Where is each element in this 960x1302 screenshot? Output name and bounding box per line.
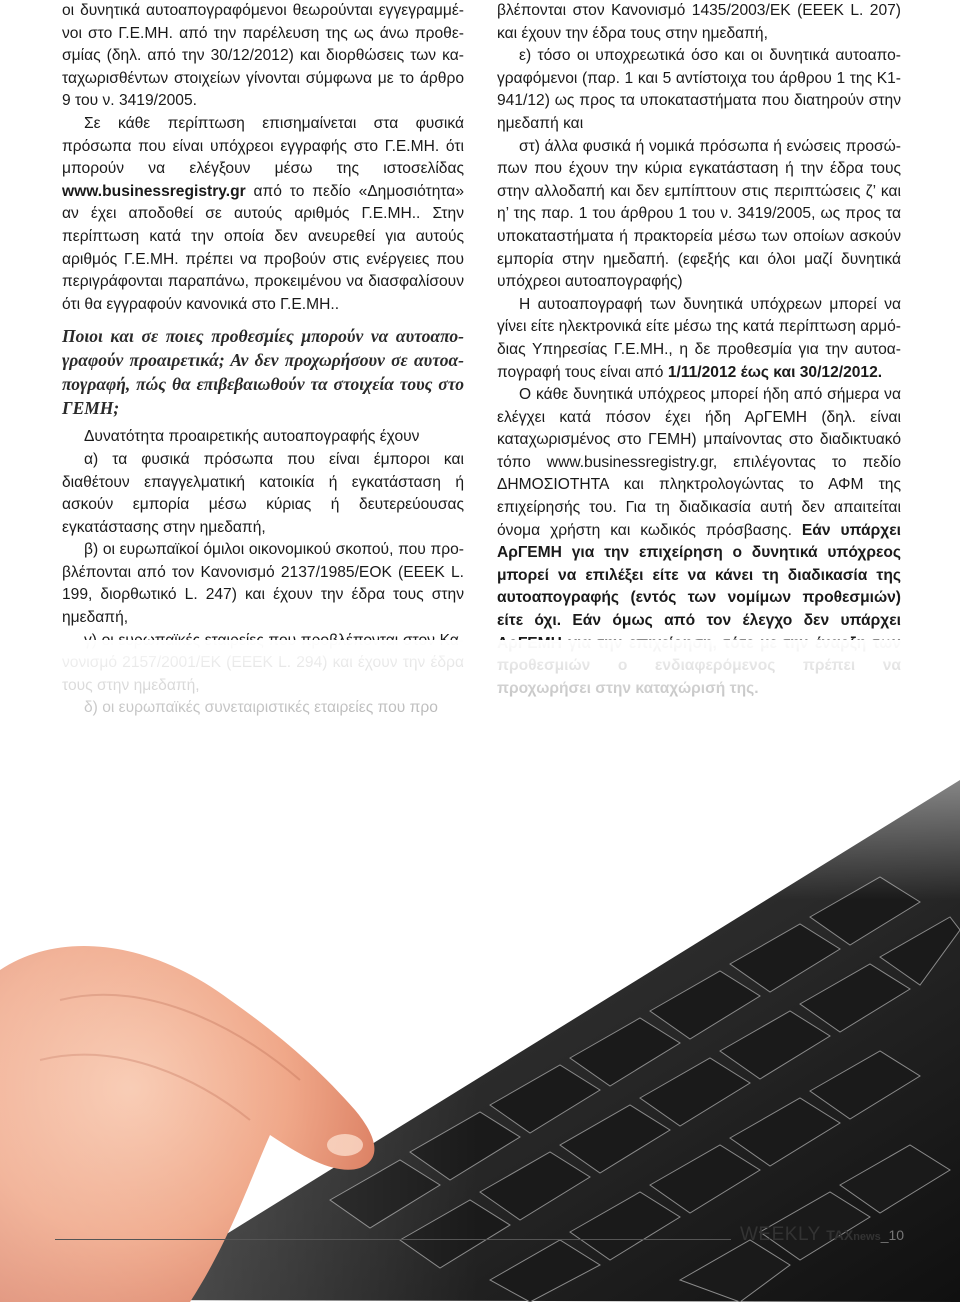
- check-registry-text-b: από το πεδίο «Δημοσιότητα» αν έχει αποδοθεί σε αυτούς αριθμός Γ.Ε.ΜΗ.. Στην περίπτωση κατά την οποία δεν ανευρεθεί για αυτούς αριθμός Γ.Ε.ΜΗ. πρέπει να προβούν στις ενέργειες που περιγράφονται παραπάνω, προκειμένου να διασφαλίσουν ότι θα εγγραφούν κανονικά στο Γ.Ε.ΜΗ..: [62, 182, 464, 313]
- brand-weekly: WEEKLY: [740, 1224, 827, 1245]
- brand-news: news: [853, 1231, 881, 1243]
- registry-website-link: www.businessregistry.gr: [62, 182, 246, 200]
- deadline-text: Η αυτοαπογραφή των δυνητικά υπόχρεων μπορεί να γίνει είτε ηλεκτρονικά είτε μέσω της κατά περίπτωση αρμόδιας Υπηρεσίας Γ.Ε.ΜΗ., η δε προθεσμία για την αυτοαπογραφή τους είναι από: [497, 295, 901, 381]
- check-argemh-bold-text: Εάν υπάρχει ΑρΓΕΜΗ για την επιχείρηση ο δυνητικά υπόχρεος μπορεί να επιλέξει είτε να κάνει τη διαδικασία της αυτοαπογραφής (εντός των νομίμων προθεσμιών) είτε όχι. Εάν όμως από τον έλεγχο δεν υπάρχει: [497, 521, 901, 630]
- keyboard-hand-photo: [0, 640, 960, 1302]
- check-registry-text-a: Σε κάθε περίπτωση επισημαίνεται στα φυσικά πρόσωπα που είναι υπόχρεοι εγγραφής στο Γ.Ε.ΜΗ. ότι μπορούν να ελέγξουν μέσω της ιστοσελίδας: [62, 114, 464, 178]
- brand-tax: TAX: [826, 1227, 854, 1243]
- deadline-dates: 1/11/2012 έως και 30/12/2012.: [667, 363, 883, 381]
- magazine-logo: [740, 1224, 960, 1254]
- left-column: [62, 0, 464, 720]
- list-item-f: στ) άλλα φυσικά ή νομικά πρόσωπα ή ενώσεις προσώπων που έχουν την κύρια εγκατάσταση ή την έδρα τους στην αλλοδαπή και δεν εμπίπτουν στις περιπτώσεις ζ’ και η’ της παρ. 1 του άρθρου 1 του ν. 3419/2005, ως προς τα υποκαταστήματα ή πρακτορεία μέσω των οποίων ασκούν εμπορία στην ημεδαπή. (εφεξής και όλοι μαζί δυνητικά υπόχρεοι αυτοαπογραφής): [497, 137, 901, 291]
- right-column: [497, 0, 901, 700]
- check-argemh-text: Ο κάθε δυνητικά υπόχρεος μπορεί ήδη από σήμερα να ελέγχει κατά πόσον έχει ήδη ΑρΓΕΜΗ (δηλ. είναι καταχωρισμένος στο ΓΕΜΗ) μπαίνοντας στο διαδικτυακό τόπο www.businessregistry.gr, επιλέγοντας το πεδίο ΔΗΜΟΣΙΟΤΗΤΑ και πληκτρολογώντας το ΑΦΜ της επιχείρησής του. Για τη διαδικασία αυτή δεν απαιτείται όνομα χρήστη και κωδικός πρόσβασης.: [497, 386, 901, 539]
- footer-rule: [55, 1239, 731, 1240]
- paragraph-check-registry: [62, 113, 464, 316]
- list-item-a: α) τα φυσικά πρόσωπα που είναι έμποροι και διαθέτουν επαγγελματική κατοικία ή εγκατάσταση ή ασκούν εμπορία μέσω κύριας ή δευτερεύουσας εγκατάστασης στην ημεδαπή,: [62, 450, 464, 536]
- list-item-d-continued: βλέπονται στον Κανονισμό 1435/2003/ΕΚ (ΕΕΕΚ L. 207) και έχουν την έδρα τους στην ημεδαπή,: [497, 2, 901, 42]
- paragraph-registration-deadline: οι δυνητικά αυτοαπογραφόμενοι θεωρούνται εγγεγραμμένοι στο Γ.Ε.ΜΗ. από την παρέλευση της ως άνω προθεσμίας (δηλ. από την 30/12/2012) και διορθώσεις των καταχωρισθέντων στοιχείων γίνονται σύμφωνα με το άρθρο 9 του ν. 3419/2005.: [62, 2, 464, 110]
- section-question-heading: Ποιοι και σε ποιες προθεσμίες μπορούν να αυτοαπογραφούν προαιρετικά; Αν δεν προχωρήσουν σε αυτοαπογραφή, πώς θα επιβεβαιωθούν τα στοιχεία τους στο ΓΕΜΗ;: [62, 326, 464, 419]
- paragraph-self-registration-deadline: [497, 294, 901, 384]
- list-item-e: ε) τόσο οι υποχρεωτικά όσο και οι δυνητικά αυτοαπογραφόμενοι (παρ. 1 και 5 αντίστοιχα του άρθρου 1 της Κ1-941/12) ως προς τα υποκαταστήματα που διατηρούν στην ημεδαπή και: [497, 47, 901, 132]
- paragraph-optional-intro: Δυνατότητα προαιρετικής αυτοαπογραφής έχουν: [84, 428, 420, 446]
- page-number: _10: [880, 1227, 905, 1243]
- list-item-b: β) οι ευρωπαϊκοί όμιλοι οικονομικού σκοπού, που προβλέπονται από τον Κανονισμό 2137/1985/ΕΟΚ (ΕΕΕΚ L. 199, διορθωτικό L. 247) και έχουν την έδρα τους στην ημεδαπή,: [62, 541, 464, 627]
